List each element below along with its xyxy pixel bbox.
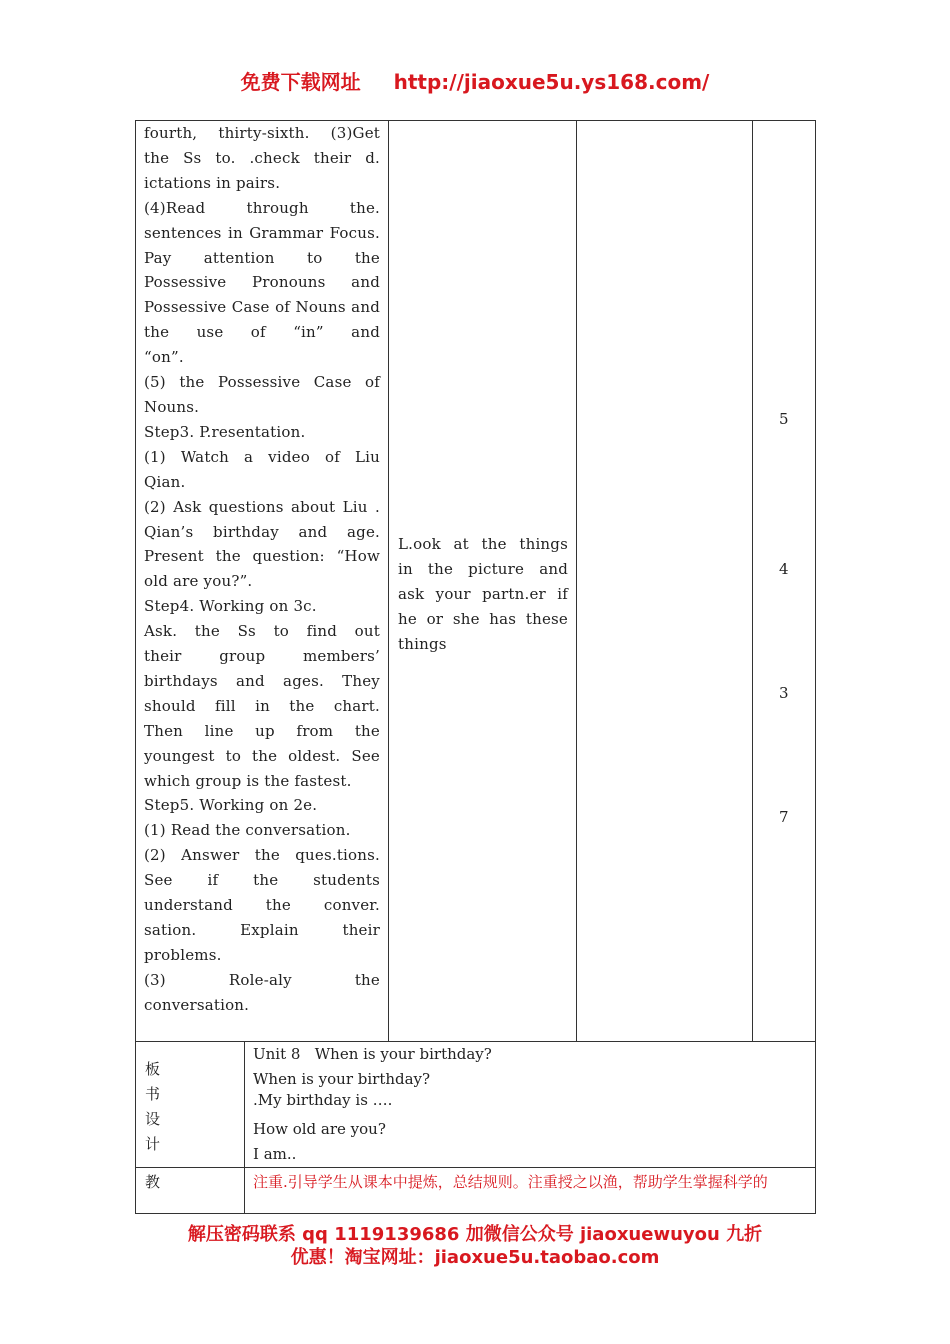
text-line: the Ss to. .check their d. <box>144 148 380 167</box>
text-line: Then line up from the <box>144 721 380 740</box>
text-line: (1) Watch a video of Liu <box>144 447 380 466</box>
board-design-content <box>253 1045 492 1163</box>
text-line: (3) Role-aly the <box>144 970 380 989</box>
table-border-bottom <box>135 1213 816 1214</box>
text-line: (1) Read the conversation. <box>144 821 351 840</box>
text-line: Step4. Working on 3c. <box>144 597 317 616</box>
teaching-procedure-cell <box>144 121 380 1018</box>
board-label-char: 板 <box>145 1060 161 1078</box>
text-line: Step3. P.resentation. <box>144 422 306 441</box>
row-divider-board <box>135 1041 816 1042</box>
board-line: I am.. <box>253 1145 297 1163</box>
minutes-4: 7 <box>779 808 789 826</box>
text-line: problems. <box>144 945 222 964</box>
text-line: fourth, thirty-sixth. (3)Get <box>144 124 380 142</box>
text-line: Nouns. <box>144 397 200 416</box>
text-line: sation. Explain their <box>144 921 380 939</box>
text-line: Step5. Working on 2e. <box>144 796 318 815</box>
page-header <box>0 66 950 95</box>
table-border-left <box>135 120 136 1213</box>
text-line: conversation. <box>144 995 250 1014</box>
text-line: (2) Answer the ques.tions. <box>144 846 380 865</box>
reflection-label: 教 <box>145 1173 161 1191</box>
text-line: youngest to the oldest. See <box>144 746 380 765</box>
header-url[interactable]: http://jiaoxue5u.ys168.com/ <box>393 70 710 94</box>
text-line: (5) the Possessive Case of <box>144 373 380 392</box>
text-line: which group is the fastest. <box>144 771 352 790</box>
student-activity-cell <box>398 532 568 657</box>
text-line: (4)Read through the. <box>144 198 380 217</box>
text-line: he or she has these <box>398 609 568 628</box>
board-label-char: 设 <box>145 1110 161 1128</box>
text-line: ask your partn.er if <box>398 584 568 603</box>
header-title: 免费下载网址 <box>240 70 361 94</box>
text-line: Present the question: “How <box>144 547 380 566</box>
minutes-2: 4 <box>779 560 789 578</box>
minutes-3: 3 <box>779 684 789 702</box>
board-line-title: Unit 8 When is your birthday? <box>253 1045 492 1063</box>
text-line: Possessive Pronouns and <box>144 273 380 292</box>
column-divider-3 <box>752 120 753 1042</box>
text-line: L.ook at the things <box>398 535 568 553</box>
label-column-divider <box>244 1041 245 1213</box>
column-divider-2 <box>576 120 577 1042</box>
text-line: Qian’s birthday and age. <box>144 522 380 541</box>
text-line: Possessive Case of Nouns and <box>144 298 380 317</box>
text-line: (2) Ask questions about Liu . <box>144 497 380 516</box>
text-line: ictations in pairs. <box>144 173 281 192</box>
text-line: understand the conver. <box>144 896 380 915</box>
text-line: in the picture and <box>398 559 568 578</box>
text-line: should fill in the chart. <box>144 696 380 715</box>
minutes-1: 5 <box>779 410 789 428</box>
board-line: .My birthday is …. <box>253 1091 393 1109</box>
table-border-right <box>815 120 816 1213</box>
text-line: See if the students <box>144 871 380 890</box>
text-line: birthdays and ages. They <box>144 671 380 690</box>
reflection-text: 注重.引导学生从课本中提炼，总结规则。注重授之以渔，帮助学生掌握科学的 <box>253 1173 768 1191</box>
board-line: When is your birthday? <box>253 1070 431 1088</box>
column-divider-1 <box>388 120 389 1042</box>
text-line: Ask. the Ss to find out <box>144 622 380 641</box>
text-line: sentences in Grammar Focus. <box>144 223 380 242</box>
text-line: Pay attention to the <box>144 248 380 267</box>
footer-line-1: 解压密码联系 qq 1119139686 加微信公众号 jiaoxuewuyou 九折 <box>187 1224 763 1245</box>
board-label-char: 计 <box>145 1135 161 1153</box>
board-design-label <box>145 1057 160 1157</box>
text-line: the use of “in” and <box>144 323 380 342</box>
footer-line-2: 优惠！淘宝网址：jiaoxue5u.taobao.com <box>290 1247 660 1268</box>
row-divider-reflection <box>135 1167 816 1168</box>
text-line: Qian. <box>144 472 186 491</box>
text-line: things <box>398 634 447 653</box>
text-line: old are you?”. <box>144 572 253 591</box>
text-line: “on”. <box>144 348 184 367</box>
board-label-char: 书 <box>145 1085 161 1103</box>
board-line: How old are you? <box>253 1120 386 1138</box>
text-line: their group members’ <box>144 647 380 666</box>
